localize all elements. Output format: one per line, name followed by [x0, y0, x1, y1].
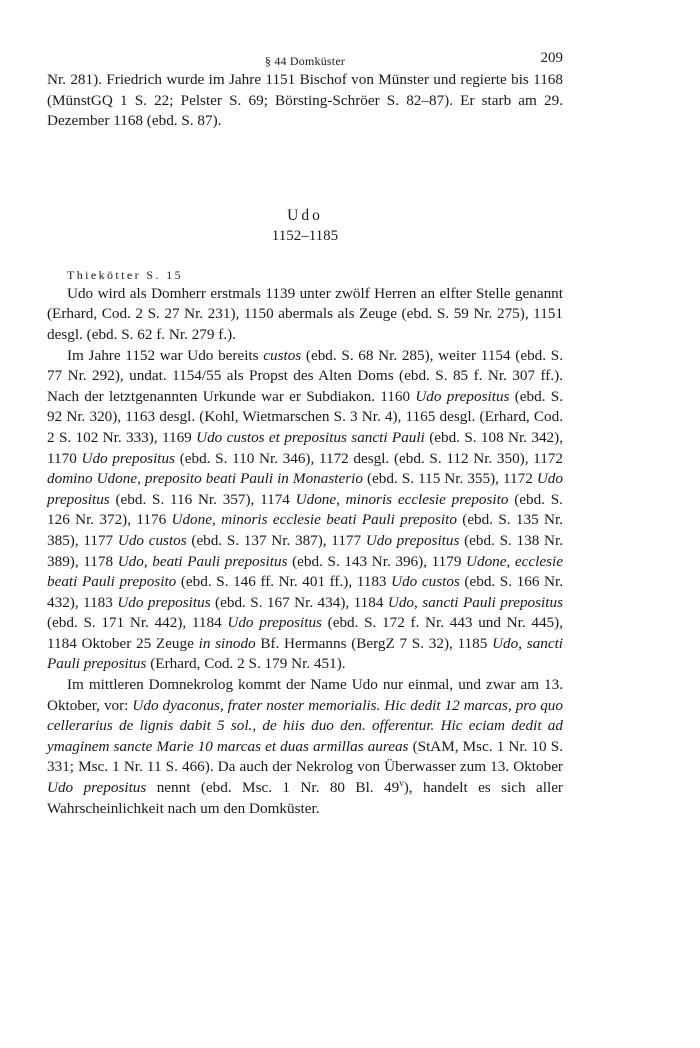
- running-head: [47, 48, 563, 70]
- text-span: (ebd. S. 115 Nr. 355), 1172: [362, 470, 537, 488]
- latin-quote: Udo prepositus: [415, 387, 510, 405]
- text-span: (Erhard, Cod. 2 S. 179 Nr. 451).: [146, 655, 346, 673]
- latin-quote: in sinodo: [198, 634, 256, 652]
- paragraph-1: Udo wird als Domherr erstmals 1139 unter zwölf Herren an elfter Stelle genannt (Erhard, Cod. 2 S. 27 Nr. 231), 1150 abermals als Zeuge (ebd. S. 59 Nr. 275), 1151 desgl. (ebd. S. 62 f. Nr. 279 f.).: [47, 284, 563, 343]
- latin-quote: Udo prepositus: [81, 449, 176, 467]
- text-span: Bf. Hermanns (BergZ 7 S. 32), 1185: [255, 634, 493, 652]
- text-span: (ebd. S. 108 Nr. 342), 1170: [47, 428, 563, 467]
- text-span: (ebd. S. 126 Nr. 372), 1176: [47, 490, 563, 529]
- paragraph-3: [47, 675, 563, 819]
- paragraph-2: [47, 346, 563, 676]
- document-page: [47, 48, 563, 819]
- text-span: (ebd. S. 166 Nr. 432), 1183: [47, 573, 564, 611]
- text-span: (ebd. S. 110 Nr. 346), 1172 desgl. (ebd. S. 112 Nr. 350), 1172: [175, 449, 563, 467]
- text-span: (ebd. S. 171 Nr. 442), 1184: [47, 614, 228, 632]
- latin-quote: Udone, minoris ecclesie preposito: [295, 490, 509, 508]
- text-span: (ebd. S. 116 Nr. 357), 1174: [109, 490, 296, 508]
- text-span: (ebd. S. 167 Nr. 434), 1184: [210, 593, 388, 611]
- latin-quote: custos: [263, 346, 302, 364]
- text-span: (StAM, Msc. 1 Nr. 10 S. 331; Msc. 1 Nr. 11 S. 466). Da auch der Nekrolog von Überwasser zum 13. Oktober: [47, 737, 563, 776]
- text-span: (ebd. S. 92 Nr. 320), 1163 desgl. (Kohl, Wietmarschen S. 3 Nr. 4), 1165 desgl. (Erhard, Cod. 2 S. 102 Nr. 333), 1169: [47, 387, 563, 446]
- latin-quote: Udo prepositus: [365, 531, 460, 549]
- latin-quote: Udo prepositus: [47, 779, 147, 797]
- latin-quote: Udo custos: [117, 531, 187, 549]
- page-number: 209: [540, 50, 563, 66]
- superscript: v: [399, 777, 404, 788]
- text-span: (ebd. S. 135 Nr. 385), 1177: [47, 511, 564, 549]
- text-span: nennt (ebd. Msc. 1 Nr. 80 Bl. 49: [146, 779, 400, 797]
- latin-quote: Udo custos et prepositus sancti Pauli: [196, 428, 425, 446]
- intro-paragraph: Nr. 281). Friedrich wurde im Jahre 1151 Bischof von Münster und regierte bis 1168 (MünstGQ 1 S. 22; Pelster S. 69; Börsting-Schröer S. 82–87). Er starb am 29. Dezember 1168 (ebd. S. 87).: [47, 71, 563, 130]
- text-span: (ebd. S. 68 Nr. 285), weiter 1154 (ebd. S. 77 Nr. 292), undat. 1154/55 als Propst des Alten Doms (ebd. S. 85 f. Nr. 307 ff.). Nach der letztgenannten Urkunde war er Subdiakon. 1160: [47, 346, 563, 405]
- latin-quote: Udo, sancti Pauli prepositus: [47, 634, 564, 673]
- latin-quote: Udo, beati Pauli prepositus: [117, 552, 288, 570]
- literature-reference: Thiekötter S. 15: [67, 267, 184, 282]
- latin-quote: Udo, sancti Pauli prepositus: [387, 593, 563, 611]
- latin-quote: Udo prepositus: [47, 470, 563, 508]
- latin-quote: Udo prepositus: [117, 593, 211, 611]
- latin-quote: Udo custos: [391, 573, 460, 591]
- text-span: (ebd. S. 138 Nr. 389), 1178: [47, 531, 563, 570]
- text-span: ), handelt es sich aller Wahrscheinlichkeit nach um den Domküster.: [47, 779, 563, 817]
- latin-quote: domino Udone, preposito beati Pauli in Monasterio: [47, 470, 363, 488]
- text-span: (ebd. S. 172 f. Nr. 443 und Nr. 445), 1184 Oktober 25 Zeuge: [47, 614, 563, 652]
- latin-quote: Udone, minoris ecclesie beati Pauli preposito: [171, 511, 457, 529]
- text-span: (ebd. S. 137 Nr. 387), 1177: [186, 531, 366, 549]
- entry-name: Udo: [287, 206, 323, 224]
- entry-dates: 1152–1185: [271, 227, 339, 244]
- text-span: (ebd. S. 143 Nr. 396), 1179: [287, 552, 467, 570]
- latin-quote: Udo dyaconus, frater noster memorialis. Hic dedit 12 marcas, pro quo cellerarius de lignis dabit 5 sol., de hiis duo den. offerentur. Hic eciam dedit ad ymaginem sancte Marie 10 marcas et duas armillas aureas: [47, 696, 563, 755]
- entry-heading: [47, 205, 563, 247]
- latin-quote: Udone, ecclesie beati Pauli preposito: [47, 552, 563, 591]
- text-span: Im mittleren Domnekrolog kommt der Name Udo nur einmal, und zwar am 13. Oktober, vor:: [47, 676, 563, 714]
- latin-quote: Udo prepositus: [227, 614, 322, 632]
- text-span: (ebd. S. 146 ff. Nr. 401 ff.), 1183: [176, 573, 392, 591]
- text-span: Im Jahre 1152 war Udo bereits: [67, 346, 264, 364]
- running-head-title: § 44 Domküster: [264, 54, 346, 68]
